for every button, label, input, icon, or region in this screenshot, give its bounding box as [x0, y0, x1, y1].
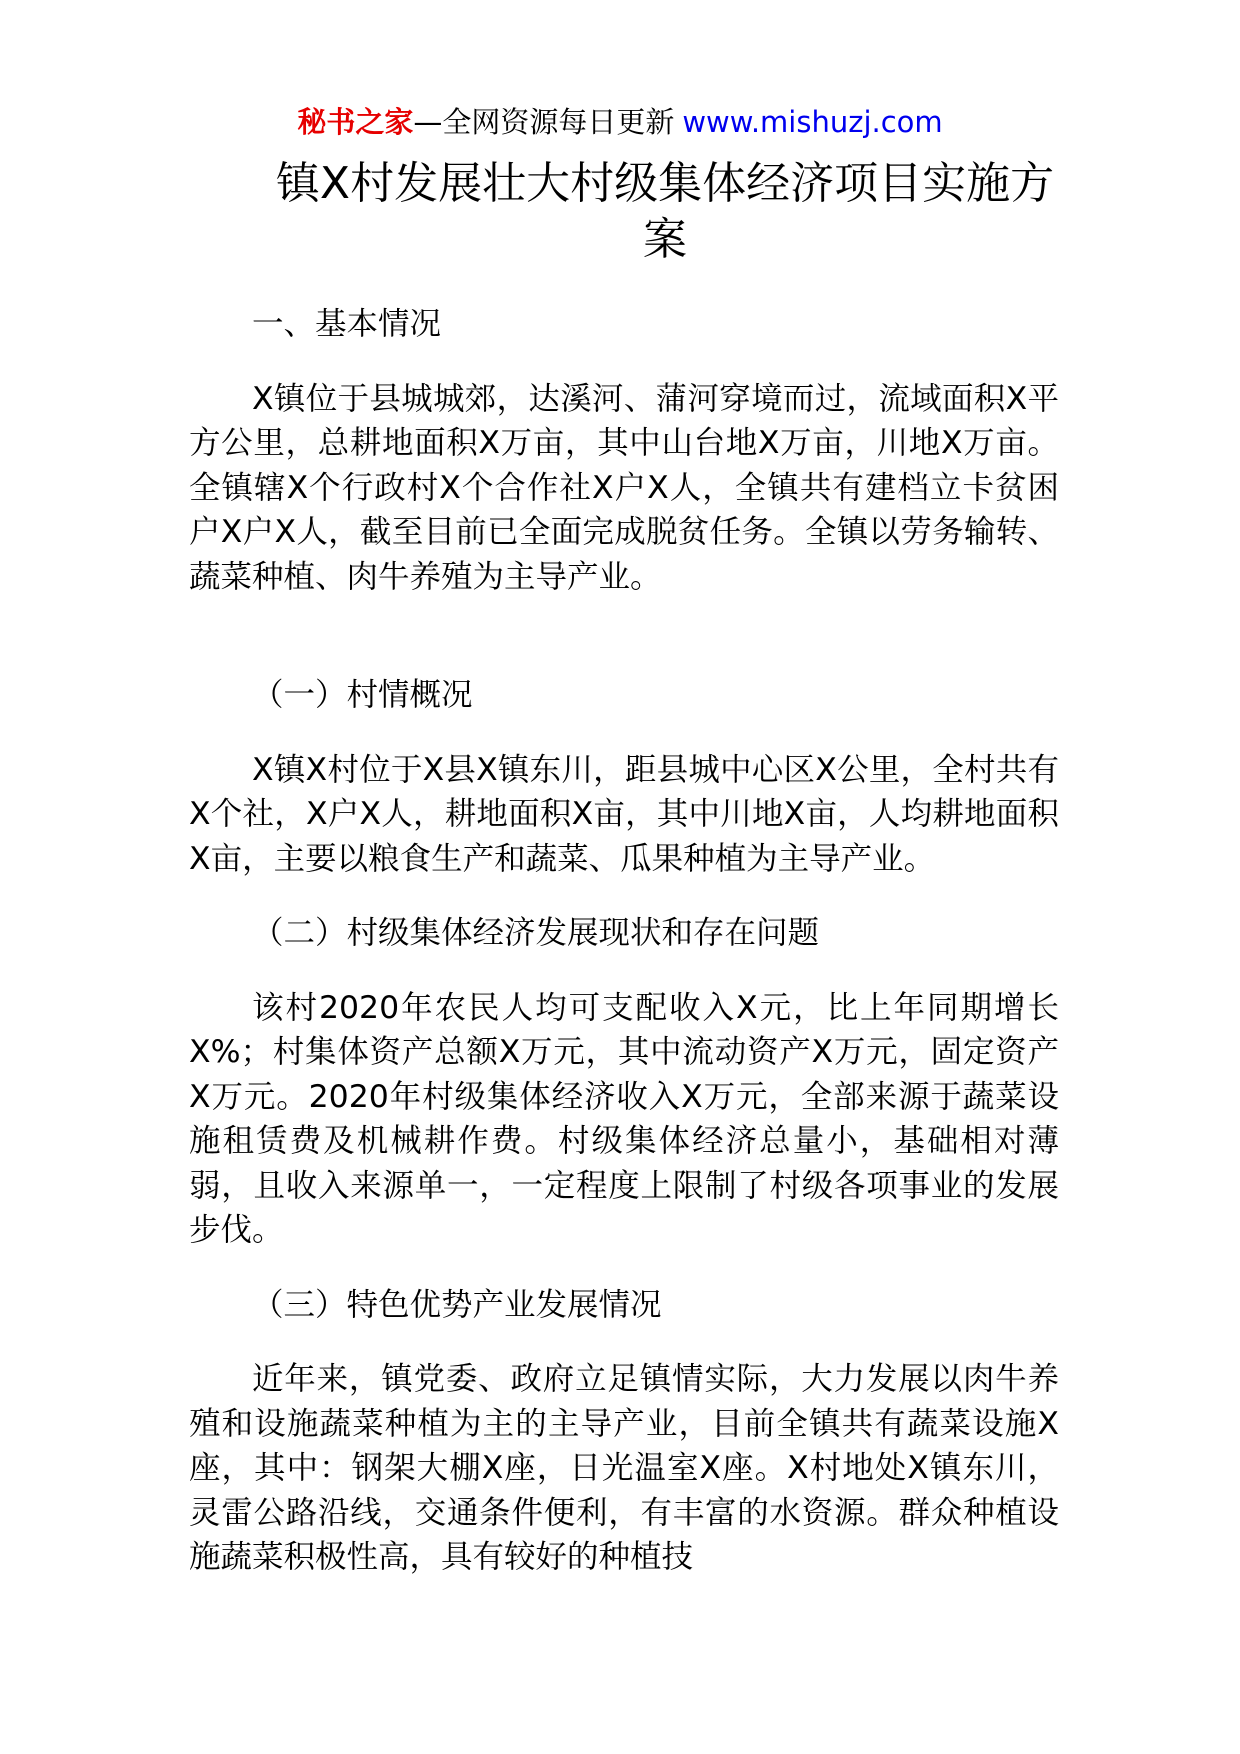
site-brand[interactable]: 秘书之家	[297, 105, 414, 139]
section-heading: 一、基本情况	[252, 306, 442, 342]
paragraph: 该村2020年农民人均可支配收入X元，比上年同期增长X%；村集体资产总额X万元，其中流动资产X万元，固定资产X万元。2020年村级集体经济收入X万元，全部来源于蔬菜设施租赁费及机械耕作费。村级集体经济总量小，基础相对薄弱，且收入来源单一，一定程度上限制了村级各项事业的发展步伐。	[189, 989, 1059, 1248]
paragraph: X镇X村位于X县X镇东川，距县城中心区X公里，全村共有X个社，X户X人，耕地面积X亩，其中川地X亩，人均耕地面积X亩，主要以粮食生产和蔬菜、瓜果种植为主导产业。	[189, 751, 1059, 877]
document-body	[189, 302, 1059, 1580]
site-url-link[interactable]: www.mishuzj.com	[682, 105, 943, 139]
site-banner	[0, 102, 1240, 142]
section-heading: （二）村级集体经济发展现状和存在问题	[252, 915, 820, 951]
paragraph: 近年来，镇党委、政府立足镇情实际，大力发展以肉牛养殖和设施蔬菜种植为主的主导产业，目前全镇共有蔬菜设施X座，其中：钢架大棚X座，日光温室X座。X村地处X镇东川，灵雷公路沿线，交通条件便利，有丰富的水资源。群众种植设施蔬菜积极性高，具有较好的种植技	[189, 1361, 1059, 1575]
paragraph: X镇位于县城城郊，达溪河、蒲河穿境而过，流域面积X平方公里，总耕地面积X万亩，其中山台地X万亩，川地X万亩。全镇辖X个行政村X个合作社X户X人，全镇共有建档立卡贫困户X户X人，截至目前已全面完成脱贫任务。全镇以劳务输转、蔬菜种植、肉牛养殖为主导产业。	[189, 380, 1059, 595]
section-heading: （一）村情概况	[252, 677, 473, 713]
document-title: 镇X村发展壮大村级集体经济项目实施方案	[275, 158, 1055, 265]
site-slogan: —全网资源每日更新	[413, 105, 675, 139]
section-heading: （三）特色优势产业发展情况	[252, 1286, 662, 1323]
